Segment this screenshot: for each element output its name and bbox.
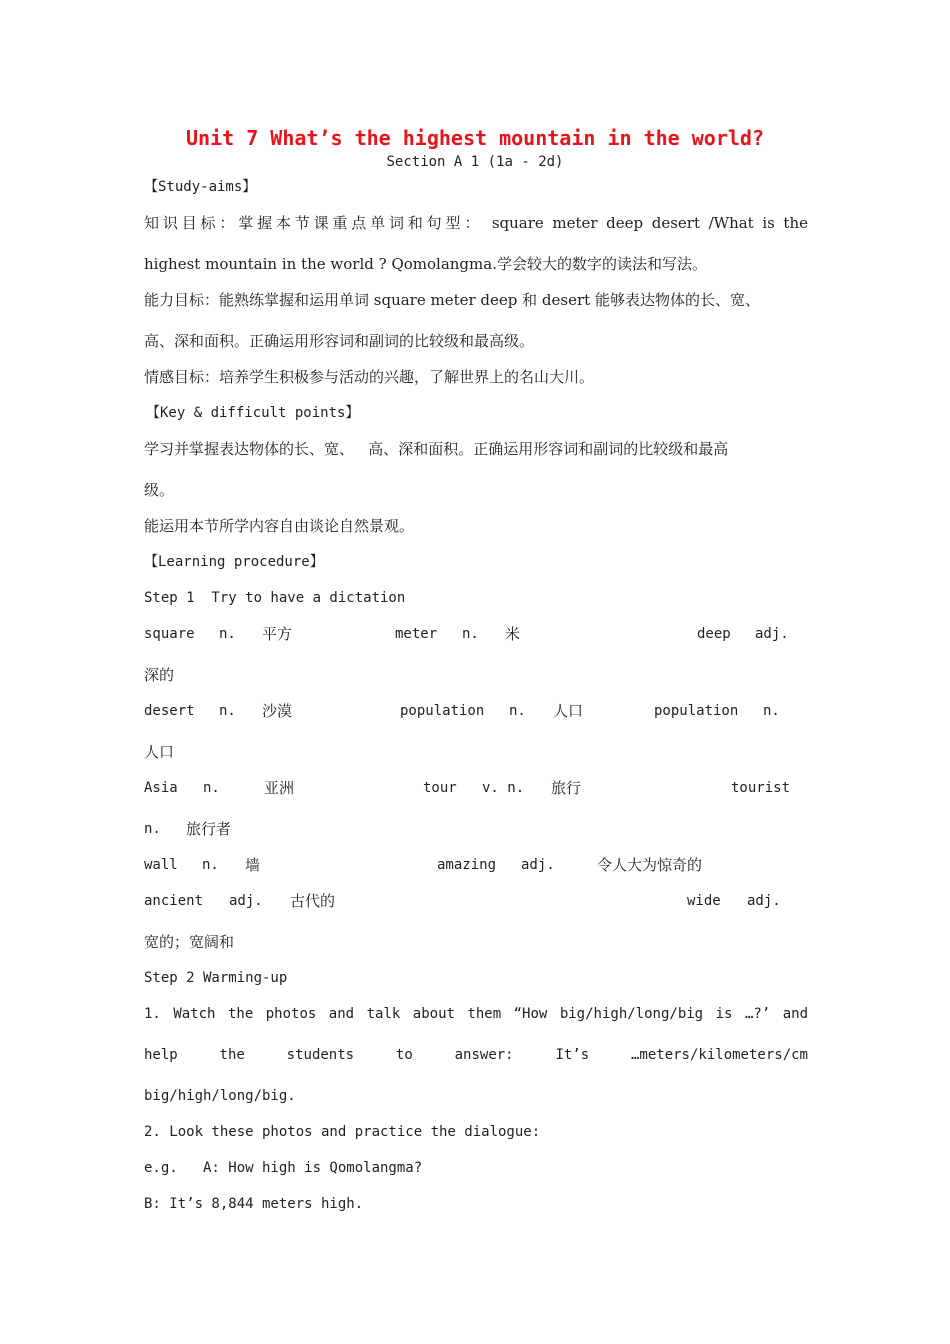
page-title: Unit 7 What’s the highest mountain in the world?	[186, 126, 764, 150]
vocab-pos: n.	[144, 821, 161, 837]
vocab-meaning: 亚洲	[264, 779, 295, 797]
vocab-pos: n.	[219, 626, 236, 642]
vocab-meaning: 米	[505, 625, 521, 643]
vocab-word: Asia	[144, 780, 178, 796]
dialogue-line-a: e.g. A: How high is Qomolangma?	[144, 1160, 423, 1176]
vocab-meaning: 旅行	[551, 779, 582, 797]
vocab-pos: n.	[509, 703, 526, 719]
vocab-pos: n.	[203, 780, 220, 796]
vocab-meaning: 沙漠	[262, 702, 293, 720]
vocab-word: ancient	[144, 893, 204, 909]
warmup-item-1-line-1: 1. Watch the photos and talk about them “How big/high/long/big is …?’ and	[144, 1006, 808, 1022]
vocab-meaning: 旅行者	[186, 820, 232, 838]
vocab-word: wide	[687, 893, 721, 909]
vocab-pos: adj.	[755, 626, 789, 642]
knowledge-aim-line-1: 知识目标：掌握本节课重点单词和句型： square meter deep desert /What is the	[144, 214, 808, 232]
vocab-meaning: 平方	[262, 625, 293, 643]
vocab-word: population	[654, 703, 739, 719]
vocab-meaning: 墙	[245, 856, 261, 874]
vocab-word: tourist	[731, 780, 791, 796]
warmup-item-2: 2. Look these photos and practice the dialogue:	[144, 1124, 541, 1140]
vocab-pos: v. n.	[482, 780, 525, 796]
dialogue-line-b: B: It’s 8,844 meters high.	[144, 1196, 364, 1212]
section-subtitle: Section A 1 (1a - 2d)	[386, 154, 564, 170]
vocab-word: wall	[144, 857, 178, 873]
vocab-pos: adj.	[229, 893, 263, 909]
emotion-aim: 情感目标：培养学生积极参与活动的兴趣，了解世界上的名山大川。	[144, 368, 595, 386]
vocab-word: amazing	[437, 857, 497, 873]
key-point-line-3: 能运用本节所学内容自由谈论自然景观。	[144, 517, 415, 535]
vocab-word: deep	[697, 626, 731, 642]
ability-aim-line-2: 高、深和面积。正确运用形容词和副词的比较级和最高级。	[144, 332, 535, 350]
study-aims-heading: 【Study-aims】	[144, 179, 257, 195]
vocab-meaning: 宽的；宽阔和	[144, 933, 235, 951]
vocab-word: desert	[144, 703, 195, 719]
warmup-item-1-line-3: big/high/long/big.	[144, 1088, 296, 1104]
vocab-word: tour	[423, 780, 457, 796]
key-points-heading: 【Key & difficult points】	[146, 405, 360, 421]
vocab-pos: adj.	[747, 893, 781, 909]
vocab-meaning: 人口	[553, 702, 584, 720]
vocab-meaning: 深的	[144, 666, 175, 684]
vocab-meaning: 古代的	[290, 892, 336, 910]
step-1-heading: Step 1 Try to have a dictation	[144, 590, 406, 606]
vocab-pos: n.	[462, 626, 479, 642]
step-2-heading: Step 2 Warming-up	[144, 970, 288, 986]
vocab-pos: adj.	[521, 857, 555, 873]
vocab-meaning: 令人大为惊奇的	[597, 856, 703, 874]
vocab-word: population	[400, 703, 485, 719]
procedure-heading: 【Learning procedure】	[144, 554, 324, 570]
warmup-item-1-line-2: help the students to answer: It’s …meters/kilometers/cm	[144, 1047, 808, 1063]
vocab-meaning: 人口	[144, 743, 175, 761]
vocab-pos: n.	[219, 703, 236, 719]
vocab-word: square	[144, 626, 195, 642]
key-point-line-2: 级。	[144, 481, 175, 499]
key-point-line-1: 学习并掌握表达物体的长、宽、 高、深和面积。正确运用形容词和副词的比较级和最高	[144, 440, 729, 458]
vocab-pos: n.	[202, 857, 219, 873]
vocab-word: meter	[395, 626, 438, 642]
knowledge-aim-line-2: highest mountain in the world ? Qomolangma.学会较大的数字的读法和写法。	[144, 255, 707, 273]
vocab-pos: n.	[763, 703, 780, 719]
ability-aim-line-1: 能力目标：能熟练掌握和运用单词 square meter deep 和 desert 能够表达物体的长、宽、	[144, 291, 760, 309]
